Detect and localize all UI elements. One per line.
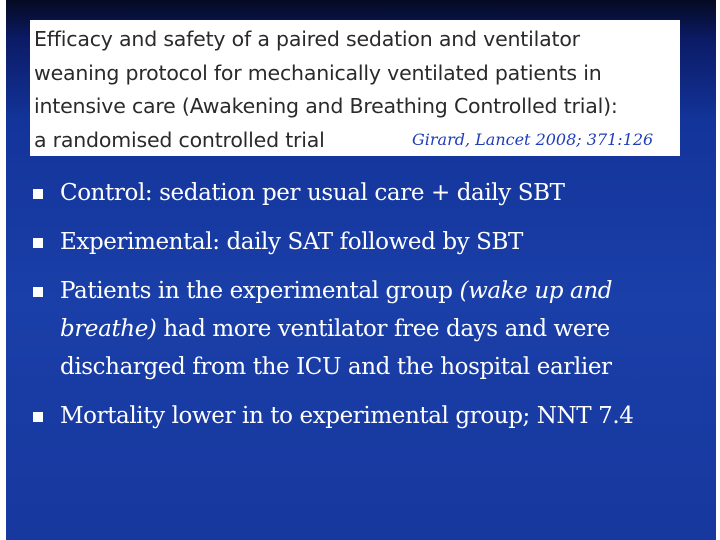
square-bullet-icon bbox=[33, 238, 43, 248]
bullet-item bbox=[30, 223, 710, 261]
bullet-text: Mortality lower in to experimental group; NNT 7.4 bbox=[60, 403, 634, 429]
bullet-item bbox=[30, 397, 710, 435]
square-bullet-icon bbox=[33, 412, 43, 422]
right-border bbox=[716, 0, 720, 540]
citation: Girard, Lancet 2008; 371:126 bbox=[412, 130, 654, 149]
square-bullet-icon bbox=[33, 287, 43, 297]
bullet-list bbox=[30, 174, 710, 446]
square-bullet-icon bbox=[33, 189, 43, 199]
bullet-item bbox=[30, 174, 710, 212]
bullet-text-part: had more ventilator free days and were discharged from the ICU and the hospital earlier bbox=[60, 316, 612, 380]
bullet-text-part: Patients in the experimental group bbox=[60, 278, 460, 304]
bullet-text bbox=[60, 278, 612, 380]
slide-title: Efficacy and safety of a paired sedation and ventilator weaning protocol for mechanically ventilated patients in intensive care (Awakening and Breathing Controlled trial): a randomised controlled trial bbox=[34, 27, 618, 152]
bullet-text: Experimental: daily SAT followed by SBT bbox=[60, 229, 523, 255]
bullet-emphasis: (wake up and breathe) bbox=[60, 278, 613, 342]
left-border bbox=[0, 0, 6, 540]
bullet-text: Control: sedation per usual care + daily SBT bbox=[60, 180, 565, 206]
bullet-item bbox=[30, 272, 710, 386]
